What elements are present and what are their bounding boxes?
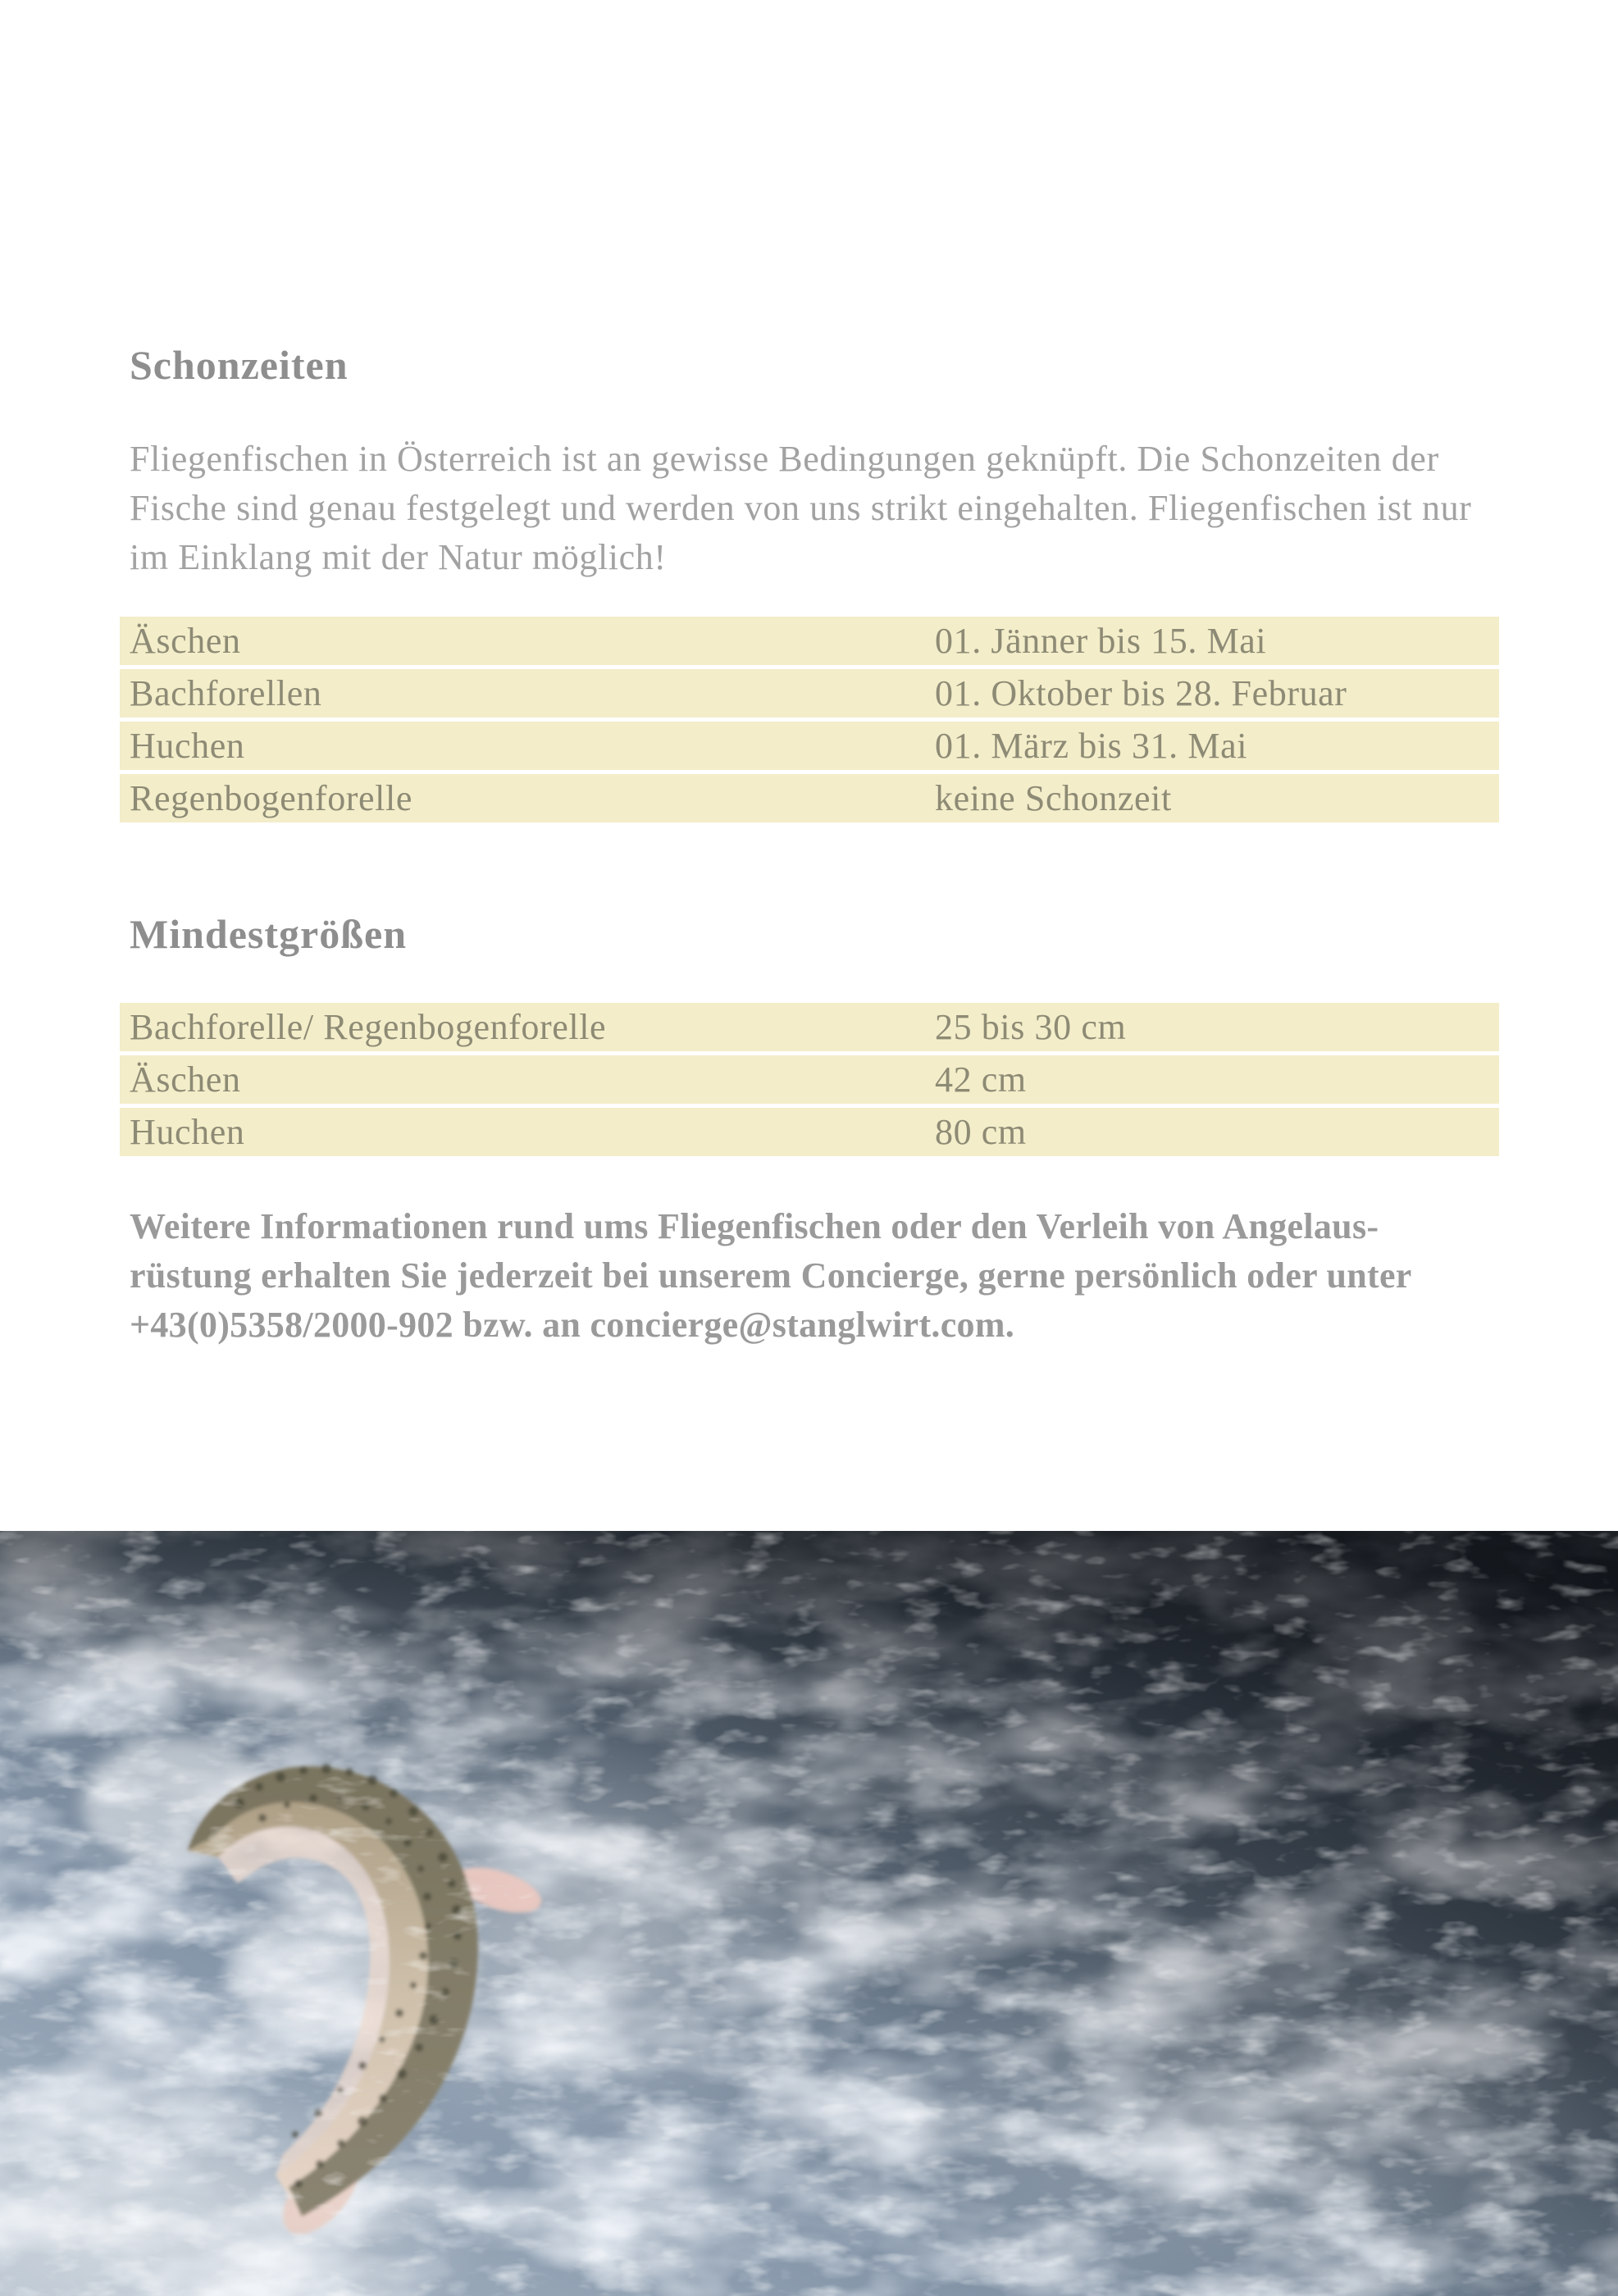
size-cell: 42 cm — [935, 1059, 1027, 1100]
water-scene — [0, 1531, 1618, 2296]
size-cell: 80 cm — [935, 1112, 1027, 1152]
intro-paragraph — [130, 435, 1491, 582]
period-cell: 01. Jänner bis 15. Mai — [935, 621, 1267, 661]
contact-note-line: +43(0)5358/2000-902 bzw. an concierge@stanglwirt.com. — [130, 1305, 1015, 1345]
contact-note-line: rüstung erhalten Sie jederzeit bei unserem Concierge, gerne persönlich oder unter — [130, 1255, 1412, 1296]
table-row — [120, 1055, 1499, 1104]
species-cell: Regenbogenforelle — [130, 778, 412, 818]
table-row — [120, 1108, 1499, 1156]
contact-note — [130, 1202, 1491, 1350]
table-row — [120, 669, 1499, 718]
period-cell: 01. Oktober bis 28. Februar — [935, 673, 1347, 713]
size-cell: 25 bis 30 cm — [935, 1007, 1127, 1047]
fish-in-water-photo — [0, 1531, 1618, 2296]
period-cell: 01. März bis 31. Mai — [935, 726, 1248, 766]
species-cell: Bachforelle/ Regenbogenforelle — [130, 1007, 607, 1047]
species-cell: Äschen — [130, 1059, 241, 1100]
species-cell: Huchen — [130, 726, 245, 766]
heading-mindestgroessen: Mindestgrößen — [130, 911, 407, 957]
schonzeiten-table — [120, 617, 1499, 822]
species-cell: Bachforellen — [130, 673, 322, 713]
table-row — [120, 722, 1499, 770]
intro-line: Fliegenfischen in Österreich ist an gewisse Bedingungen geknüpft. Die Schonzeiten der — [130, 439, 1439, 479]
mindestgroessen-table — [120, 1003, 1499, 1156]
table-row — [120, 774, 1499, 822]
heading-schonzeiten: Schonzeiten — [130, 342, 349, 388]
intro-line: Fische sind genau festgelegt und werden von uns strikt eingehalten. Fliegenfischen ist nur — [130, 488, 1472, 528]
species-cell: Huchen — [130, 1112, 245, 1152]
species-cell: Äschen — [130, 621, 241, 661]
table-row — [120, 617, 1499, 665]
period-cell: keine Schonzeit — [935, 778, 1172, 818]
intro-line: im Einklang mit der Natur möglich! — [130, 537, 667, 577]
table-row — [120, 1003, 1499, 1051]
water-foam-fine — [0, 1531, 1618, 2296]
contact-note-line: Weitere Informationen rund ums Fliegenfischen oder den Verleih von Angelaus- — [130, 1206, 1379, 1246]
